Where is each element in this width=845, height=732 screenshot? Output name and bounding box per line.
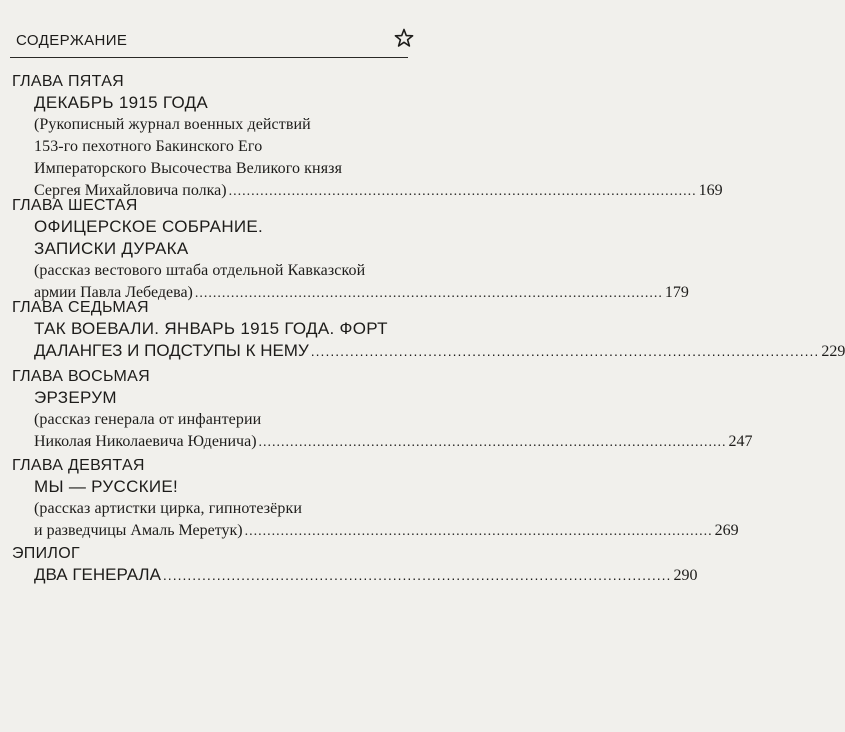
toc-page-row <box>34 564 698 587</box>
dot-leader: ........................................................................................................ <box>194 286 663 301</box>
page-number: 229 <box>821 343 845 360</box>
page-number: 290 <box>673 567 698 584</box>
page-number: 247 <box>728 433 753 450</box>
chapter-title: ДАЛАНГЕЗ И ПОДСТУПЫ К НЕМУ <box>34 341 309 360</box>
chapter-description: армии Павла Лебедева) <box>34 284 193 301</box>
star-icon <box>394 28 414 48</box>
chapter-description: (рассказ генерала от инфантерии <box>34 411 262 428</box>
chapter-label: ГЛАВА СЕДЬМАЯ <box>12 299 149 316</box>
page-number: 269 <box>714 522 739 539</box>
chapter-title: ДВА ГЕНЕРАЛА <box>34 565 161 584</box>
toc-entry-chapter-9[interactable] <box>12 456 739 543</box>
toc-entry-chapter-8[interactable] <box>12 367 753 454</box>
toc-page-row <box>34 340 845 363</box>
dot-leader: ........................................................................................................ <box>162 567 672 583</box>
chapter-description: (Рукописный журнал военных действий <box>34 116 311 133</box>
chapter-description: 153-го пехотного Бакинского Его <box>34 138 263 155</box>
dot-leader: ........................................................................................................ <box>244 524 713 539</box>
chapter-title: ТАК ВОЕВАЛИ. ЯНВАРЬ 1915 ГОДА. ФОРТ <box>34 319 388 338</box>
chapter-label: ГЛАВА ДЕВЯТАЯ <box>12 457 145 474</box>
page-title: СОДЕРЖАНИЕ <box>16 32 128 49</box>
chapter-title: ДЕКАБРЬ 1915 ГОДА <box>34 93 209 112</box>
toc-entry-chapter-5[interactable] <box>12 72 723 203</box>
chapter-description: и разведчицы Амаль Меретук) <box>34 522 243 539</box>
chapter-description: Николая Николаевича Юденича) <box>34 433 257 450</box>
chapter-label: ЭПИЛОГ <box>12 545 80 562</box>
toc-page-row <box>34 431 753 454</box>
page-number: 169 <box>698 182 723 199</box>
chapter-label: ГЛАВА ПЯТАЯ <box>12 73 125 90</box>
chapter-title: ЭРЗЕРУМ <box>34 388 117 407</box>
toc-entry-epilogue[interactable] <box>12 544 698 587</box>
toc-page-row <box>34 520 739 543</box>
toc-entry-chapter-7[interactable] <box>12 298 845 363</box>
chapter-description: (рассказ артистки цирка, гипнотезёрки <box>34 500 303 517</box>
chapter-description: Сергея Михайловича полка) <box>34 182 227 199</box>
chapter-description: Императорского Высочества Великого князя <box>34 160 343 177</box>
chapter-label: ГЛАВА ШЕСТАЯ <box>12 197 138 214</box>
chapter-description: (рассказ вестового штаба отдельной Кавказской <box>34 262 366 279</box>
dot-leader: ........................................................................................................ <box>258 435 727 450</box>
header-divider <box>10 57 408 58</box>
chapter-title: ЗАПИСКИ ДУРАКА <box>34 239 189 258</box>
chapter-title: ОФИЦЕРСКОЕ СОБРАНИЕ. <box>34 217 264 236</box>
page-header <box>16 30 408 54</box>
dot-leader: ........................................................................................................ <box>310 343 820 359</box>
page-number: 179 <box>664 284 689 301</box>
chapter-title: МЫ — РУССКИЕ! <box>34 477 179 496</box>
chapter-label: ГЛАВА ВОСЬМАЯ <box>12 368 150 385</box>
toc-entry-chapter-6[interactable] <box>12 196 689 305</box>
dot-leader: ........................................................................................................ <box>228 184 697 199</box>
